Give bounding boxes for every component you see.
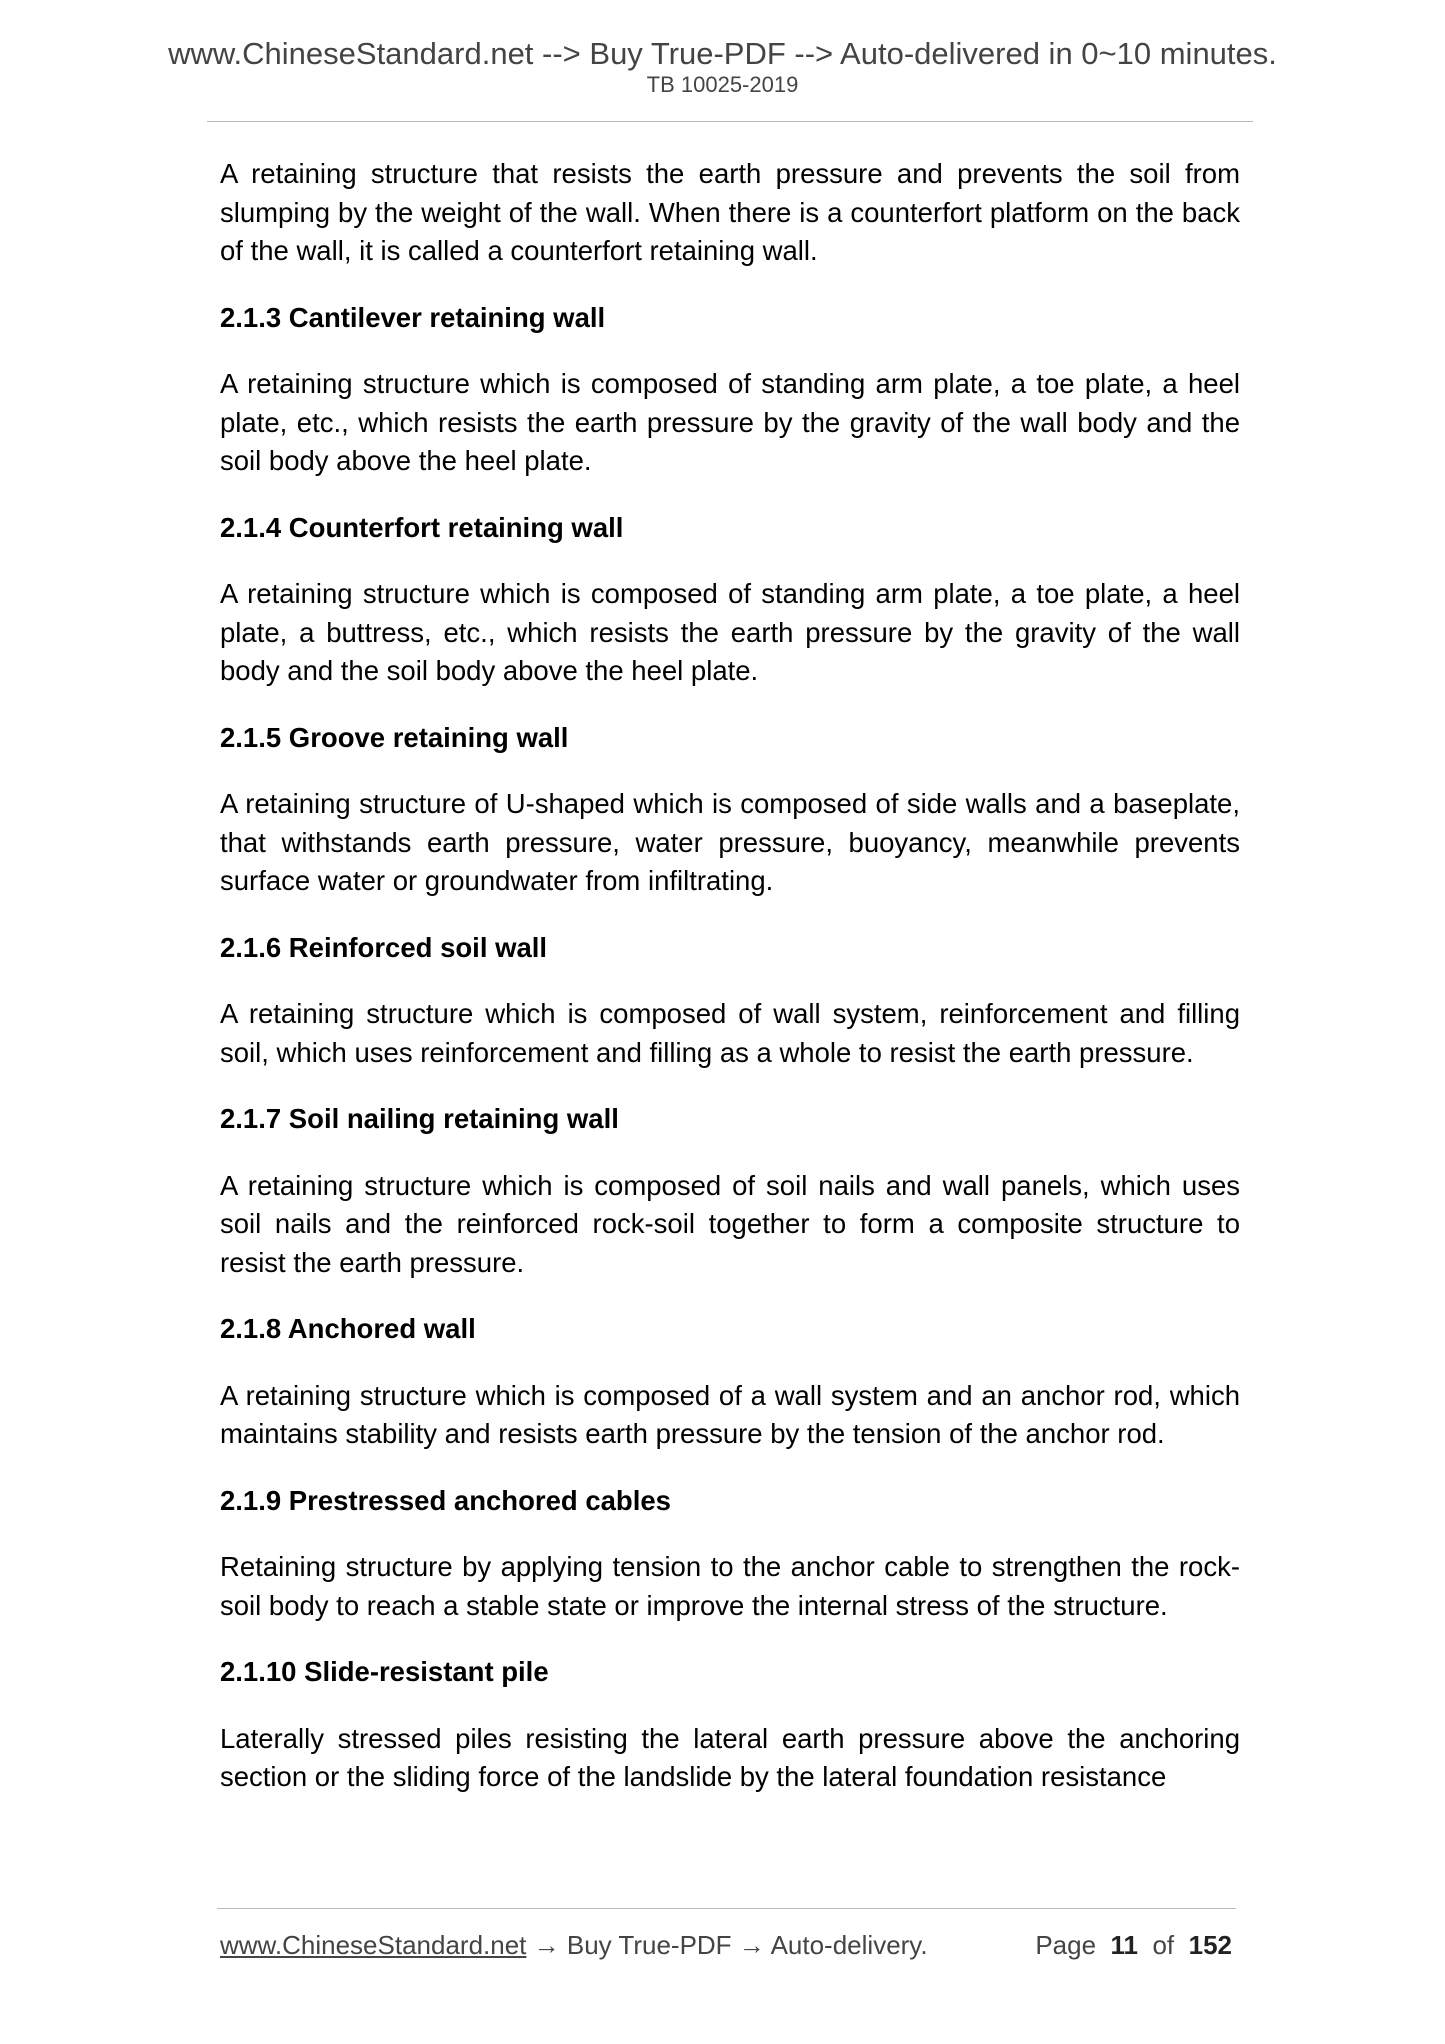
section-text-2-1-8: A retaining structure which is composed of a wall system and an anchor rod, which maintains stability and resists earth pressure by the tension of the anchor rod. — [220, 1379, 1240, 1449]
footer-divider — [217, 1908, 1236, 1909]
footer-link-suffix: → Buy True-PDF → Auto-delivery. — [526, 1930, 928, 1960]
page-total: 152 — [1188, 1930, 1232, 1960]
page-current: 11 — [1110, 1930, 1139, 1960]
section-heading-2-1-3: 2.1.3 Cantilever retaining wall — [220, 301, 606, 333]
section-heading-2-1-10: 2.1.10 Slide-resistant pile — [220, 1656, 549, 1687]
document-number: TB 10025-2019 — [646, 72, 799, 97]
section-text-2-1-10: Laterally stressed piles resisting the lateral earth pressure above the anchoring section or the sliding force of the landslide by the lateral foundation resistance — [220, 1722, 1240, 1792]
section-heading-2-1-9: 2.1.9 Prestressed anchored cables — [220, 1484, 671, 1516]
section-text-2-1-9: Retaining structure by applying tension to the anchor cable to strengthen the rock-soil body to reach a stable state or improve the internal stress of the structure. — [220, 1551, 1240, 1621]
section-text-2-1-6: A retaining structure which is composed of wall system, reinforcement and filling soil, which uses reinforcement and filling as a whole to resist the earth pressure. — [220, 998, 1240, 1068]
section-heading-2-1-6: 2.1.6 Reinforced soil wall — [220, 931, 548, 963]
section-text-2-1-5: A retaining structure of U-shaped which is composed of side walls and a baseplate, that withstands earth pressure, water pressure, buoyancy, meanwhile prevents surface water or groundwater from infiltrating. — [220, 788, 1240, 896]
header-divider — [207, 121, 1253, 122]
page-footer — [220, 1929, 1232, 1963]
intro-paragraph: A retaining structure that resists the earth pressure and prevents the soil from slumping by the weight of the wall. When there is a counterfort platform on the back of the wall, it is called a counterfort retaining wall. — [220, 158, 1240, 266]
section-heading-2-1-8: 2.1.8 Anchored wall — [220, 1313, 476, 1344]
section-heading-2-1-7: 2.1.7 Soil nailing retaining wall — [220, 1103, 619, 1134]
top-banner: www.ChineseStandard.net --> Buy True-PDF --> Auto-delivered in 0~10 minutes. — [168, 36, 1277, 71]
section-text-2-1-3: A retaining structure which is composed of standing arm plate, a toe plate, a heel plate, etc., which resists the earth pressure by the gravity of the wall body and the soil body above the heel plate. — [220, 368, 1240, 476]
page-of: of — [1152, 1930, 1175, 1960]
section-text-2-1-4: A retaining structure which is composed of standing arm plate, a toe plate, a heel plate, a buttress, etc., which resists the earth pressure by the gravity of the wall body and the soil body above the heel plate. — [220, 578, 1240, 686]
section-text-2-1-7: A retaining structure which is composed of soil nails and wall panels, which uses soil nails and the reinforced rock-soil together to form a composite structure to resist the earth pressure. — [220, 1169, 1240, 1278]
page-label: Page — [1035, 1930, 1097, 1960]
page-content — [220, 155, 1240, 1825]
footer-site-link[interactable]: www.ChineseStandard.net — [220, 1930, 527, 1960]
section-heading-2-1-5: 2.1.5 Groove retaining wall — [220, 721, 569, 753]
section-heading-2-1-4: 2.1.4 Counterfort retaining wall — [220, 511, 624, 543]
page-indicator — [1035, 1929, 1232, 1963]
